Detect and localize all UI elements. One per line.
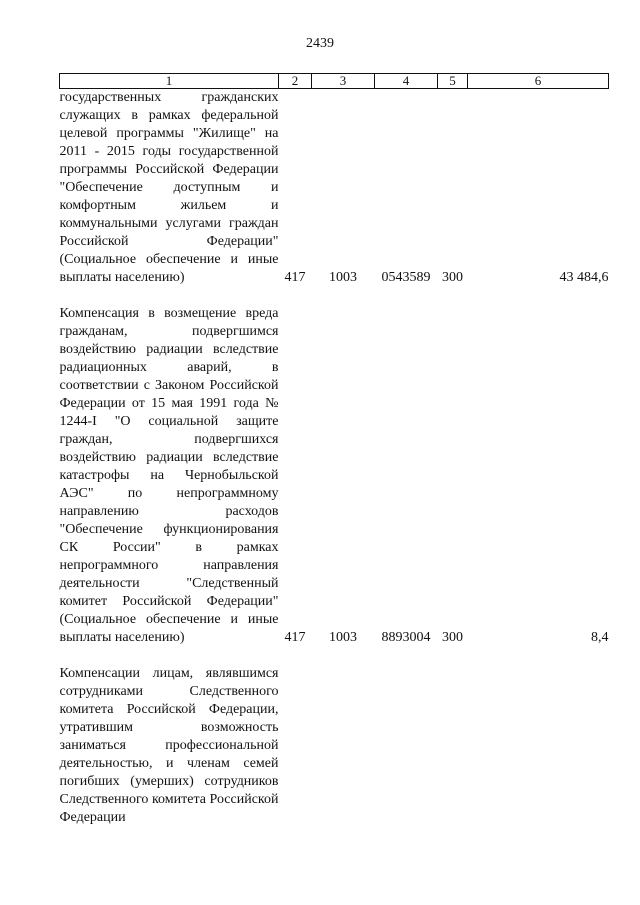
row-description [60, 665, 279, 827]
row-section-code: 1003 [329, 270, 357, 285]
column-header-3: 3 [312, 74, 375, 89]
row-ministry-code: 417 [284, 630, 306, 645]
row-description [60, 305, 279, 647]
row-description-text: Компенсации лицам, являвшимся сотрудниками Следственного комитета Российской Федерации, утратившим возможность заниматься профессиональной деятельностью, и членам семей погибших (умерших) сотрудников Следственного комитета Российской Федерации [59, 666, 279, 825]
column-header-1: 1 [60, 74, 279, 89]
column-header-4: 4 [375, 74, 438, 89]
page-number: 2439 [306, 36, 334, 51]
row-target-code: 0543589 [381, 270, 431, 285]
row-description-text: Компенсация в возмещение вреда гражданам, подвергшимся воздействию радиации вследствие радиационных аварий, в соответствии с Законом Российской Федерации от 15 мая 1991 года № 1244-I "О социальной защите граждан, подвергшихся воздействию радиации вследствие катастрофы на Чернобыльской АЭС" по непрограммному направлению расходов "Обеспечение функционирования СК России" в рамках непрограммного направления деятельности "Следственный комитет Российской Федерации" (Социальное обеспечение и иные выплаты населению) [59, 306, 279, 645]
row-amount: 8,4 [591, 630, 609, 645]
table-row [60, 305, 609, 647]
column-header-5: 5 [438, 74, 468, 89]
column-header-6: 6 [468, 74, 609, 89]
row-description [60, 89, 279, 288]
row-expense-type: 300 [442, 630, 463, 645]
row-target-code: 8893004 [381, 630, 431, 645]
row-description-text: государственных гражданских служащих в рамках федеральной целевой программы "Жилище" на 2011 - 2015 годы государственной программы Российской Федерации "Обеспечение доступным и комфортным жильем и коммунальными услугами граждан Российской Федерации" (Социальное обеспечение и иные выплаты населению) [59, 90, 279, 285]
table-row [60, 665, 609, 827]
row-ministry-code: 417 [284, 270, 306, 285]
table-row [60, 89, 609, 288]
table-header-row [60, 74, 609, 89]
budget-table [59, 73, 609, 827]
row-amount: 43 484,6 [559, 270, 609, 285]
row-spacer [60, 647, 609, 665]
column-header-2: 2 [279, 74, 312, 89]
row-expense-type: 300 [442, 270, 463, 285]
row-section-code: 1003 [329, 630, 357, 645]
row-spacer [60, 287, 609, 305]
